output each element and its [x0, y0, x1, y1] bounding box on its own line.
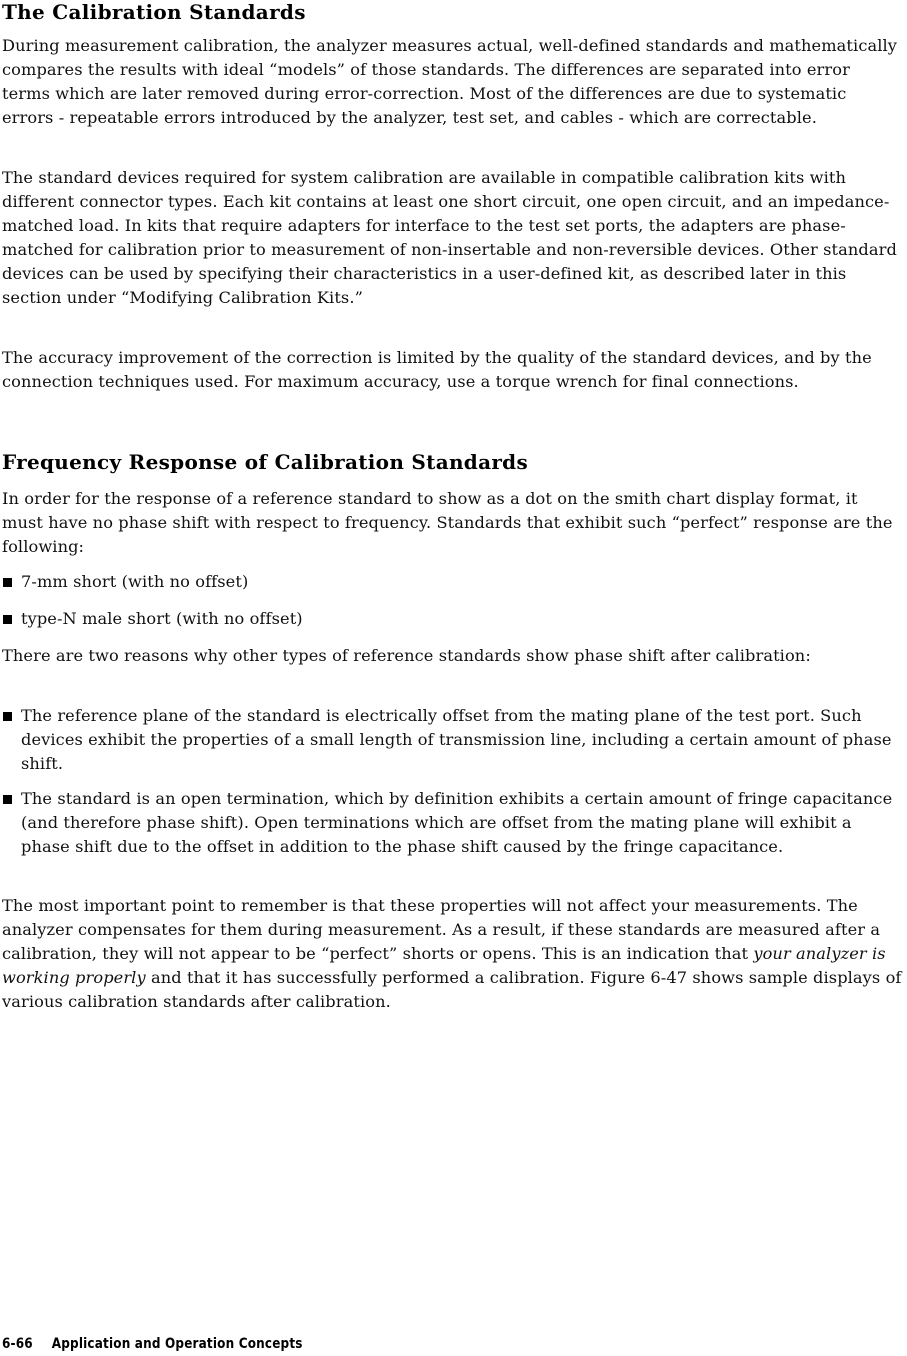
section-heading: The Calibration Standards [2, 0, 306, 24]
list-item [2, 607, 902, 631]
paragraph-frequency-response: In order for the response of a reference standard to show as a dot on the smith chart display format, it must have no phase shift with respect to frequency. Standards that exhibit such “perfect” response are the following: [2, 489, 893, 556]
paragraph-standard-devices: The standard devices required for system calibration are available in compatible calibration kits with different connector types. Each kit contains at least one short circuit, one open circuit, and an impedance-matched load. In kits that require adapters for interface to the test set ports, the adapters are phase-matched for calibration prior to measurement of non-insertable and non-reversible devices. Other standard devices can be used by specifying their characteristics in a user-defined kit, as described later in this section under “Modifying Calibration Kits.” [2, 168, 897, 307]
emphasis-text: your analyzer is working properly [2, 944, 886, 987]
subsection-heading: Frequency Response of Calibration Standards [2, 450, 529, 474]
paragraph-important-point [2, 894, 902, 1014]
list-item-text: The reference plane of the standard is electrically offset from the mating plane of the test port. Such devices exhibit the properties of a small length of transmission line, including a certain amount of phase shift. [21, 706, 892, 773]
paragraph-intro: During measurement calibration, the analyzer measures actual, well-defined standards and mathematically compares the results with ideal “models” of those standards. The differences are separated into error terms which are later removed during error-correction. Most of the differences are due to systematic errors - repeatable errors introduced by the analyzer, test set, and cables - which are correctable. [2, 36, 898, 127]
paragraph-two-reasons: There are two reasons why other types of reference standards show phase shift after calibration: [2, 646, 811, 665]
list-item [2, 704, 902, 776]
list-item-text: 7-mm short (with no offset) [21, 572, 249, 591]
list-item-text: type-N male short (with no offset) [21, 609, 303, 628]
footer-section-title: Application and Operation Concepts [51, 1336, 303, 1352]
bullet-square-icon [3, 795, 12, 804]
bullet-square-icon [3, 615, 12, 624]
list-item [2, 787, 902, 859]
bullet-square-icon [3, 578, 12, 587]
list-item [2, 570, 902, 594]
paragraph-text-before: The most important point to remember is that these properties will not affect your measurements. The analyzer compensates for them during measurement. As a result, if these standards are measured after a calibration, they will not appear to be “perfect” shorts or opens. This is an indication that [2, 896, 881, 963]
paragraph-accuracy: The accuracy improvement of the correction is limited by the quality of the standard devices, and by the connection techniques used. For maximum accuracy, use a torque wrench for final connections. [2, 348, 872, 391]
list-item-text: The standard is an open termination, which by definition exhibits a certain amount of fringe capacitance (and therefore phase shift). Open terminations which are offset from the mating plane will exhibit a phase shift due to the offset in addition to the phase shift caused by the fringe capacitance. [21, 789, 893, 856]
bullet-square-icon [3, 712, 12, 721]
page-number: 6-66 [2, 1336, 33, 1352]
page-footer [2, 1336, 303, 1352]
paragraph-text-after: and that it has successfully performed a calibration. Figure 6-47 shows sample displays of various calibration standards after calibration. [2, 968, 902, 1011]
